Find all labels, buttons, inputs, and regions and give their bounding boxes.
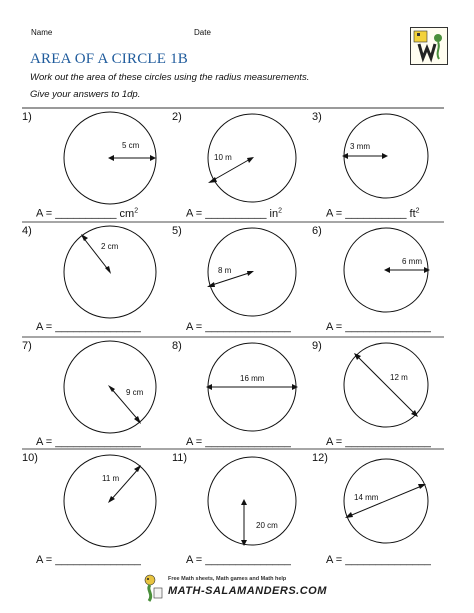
radius-label: 2 cm	[101, 242, 119, 251]
question-number: 9)	[312, 340, 322, 352]
page-title: AREA OF A CIRCLE 1B	[30, 51, 188, 67]
circle-diagram	[22, 110, 162, 220]
divider	[22, 107, 444, 109]
salamander-mascot-icon	[140, 574, 164, 602]
circle-diagram	[22, 451, 162, 569]
radius-label: 3 mm	[350, 142, 370, 151]
answer-line: A = __________ $cm^2$	[36, 207, 139, 220]
circle-diagram	[172, 110, 312, 220]
answer-line: A = ______________	[36, 321, 141, 333]
date-label: Date	[194, 28, 211, 37]
question-number: 5)	[172, 225, 182, 237]
question-number: 8)	[172, 340, 182, 352]
answer-line: A = ______________	[36, 554, 141, 566]
answer-line: A = ______________	[36, 436, 141, 448]
question-12	[312, 451, 444, 569]
circle-diagram	[312, 339, 444, 449]
circle-diagram	[312, 110, 444, 220]
question-grid	[22, 110, 444, 572]
circle-diagram	[172, 339, 312, 449]
answer-line: A = __________ $ft^2$	[326, 207, 420, 220]
unit-label: $ft^2$	[409, 207, 420, 220]
circle-diagram	[312, 224, 444, 334]
question-number: 10)	[22, 452, 38, 464]
radius-label: 11 m	[102, 474, 120, 483]
salamander-logo-icon	[410, 27, 448, 65]
answer-line: A = ______________	[326, 321, 431, 333]
question-number: 1)	[22, 111, 32, 123]
answer-line: A = ______________	[186, 321, 291, 333]
radius-label: 6 mm	[402, 257, 422, 266]
circle-diagram	[172, 451, 312, 569]
question-5	[172, 224, 312, 334]
radius-label: 20 cm	[256, 521, 278, 530]
question-6	[312, 224, 444, 334]
name-label: Name	[31, 28, 53, 37]
question-number: 6)	[312, 225, 322, 237]
answer-line: A = ______________	[186, 554, 291, 566]
circle-diagram	[22, 224, 162, 334]
radius-label: 8 m	[218, 266, 232, 275]
instruction-line-2: Give your answers to 1dp.	[30, 89, 141, 100]
row-divider	[22, 221, 444, 223]
question-number: 7)	[22, 340, 32, 352]
diameter-label: 16 mm	[240, 374, 265, 383]
question-number: 3)	[312, 111, 322, 123]
question-8	[172, 339, 312, 449]
instruction-line-1: Work out the area of these circles using the radius measurements.	[30, 72, 310, 83]
row-divider	[22, 336, 444, 338]
question-2	[172, 110, 312, 220]
question-4	[22, 224, 162, 334]
radius-label: 9 cm	[126, 388, 144, 397]
question-7	[22, 339, 162, 449]
radius-label: 10 m	[214, 153, 232, 162]
question-1	[22, 110, 162, 220]
answer-line: A = __________ $in^2$	[186, 207, 282, 220]
question-10	[22, 451, 162, 569]
footer-tagline: Free Math sheets, Math games and Math help	[168, 576, 287, 582]
question-number: 11)	[172, 452, 188, 464]
circle-diagram	[22, 339, 162, 449]
circle-diagram	[172, 224, 312, 334]
question-3	[312, 110, 444, 220]
answer-line: A = ______________	[326, 554, 431, 566]
footer-site-name[interactable]: MATH-SALAMANDERS.COM	[168, 585, 327, 597]
radius-label: 5 cm	[122, 141, 140, 150]
answer-line: A = ______________	[186, 436, 291, 448]
diameter-label: 14 mm	[354, 493, 379, 502]
question-11	[172, 451, 312, 569]
diameter-label: 12 m	[390, 373, 408, 382]
question-number: 12)	[312, 452, 328, 464]
unit-label: $in^2$	[269, 207, 282, 220]
answer-line: A = ______________	[326, 436, 431, 448]
question-number: 2)	[172, 111, 182, 123]
question-number: 4)	[22, 225, 32, 237]
circle-diagram	[312, 451, 444, 569]
footer	[140, 572, 340, 604]
question-9	[312, 339, 444, 449]
unit-label: $cm^2$	[119, 207, 139, 220]
